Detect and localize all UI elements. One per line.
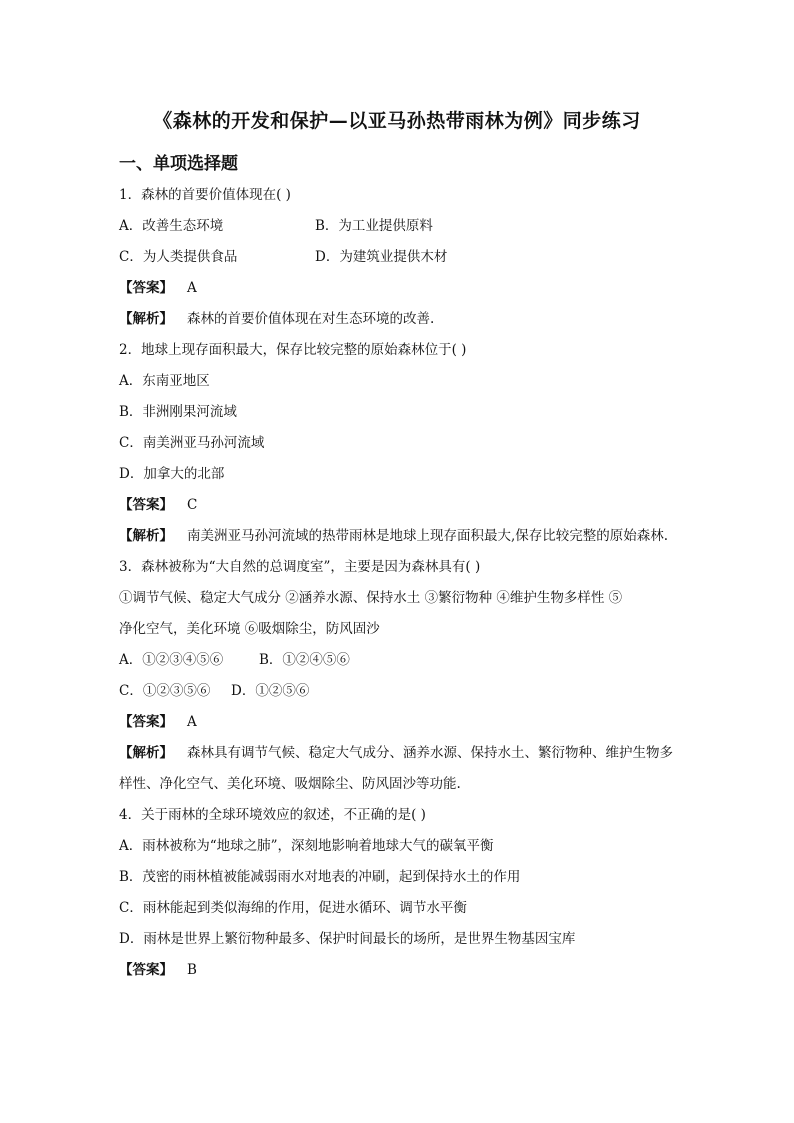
question-4-option-b: B．茂密的雨林植被能减弱雨水对地表的冲刷，起到保持水土的作用 xyxy=(119,869,521,885)
question-1-answer-value: A xyxy=(187,280,197,296)
analysis-label: 【解析】 xyxy=(119,311,173,327)
question-1-answer xyxy=(119,273,679,304)
document-title: 《森林的开发和保护—以亚马孙热带雨林为例》同步练习 xyxy=(153,110,641,132)
question-1-option-a: A．改善生态环境 xyxy=(119,218,224,234)
question-1-option-c: C．为人类提供食品 xyxy=(119,249,238,265)
analysis-label: 【解析】 xyxy=(119,528,173,544)
question-4-answer-value: B xyxy=(187,962,197,978)
question-1-analysis xyxy=(119,304,679,335)
question-1-options-row-2 xyxy=(119,242,679,273)
question-2-option-b: B．非洲刚果河流域 xyxy=(119,404,237,420)
question-3-option-d: D．①②⑤⑥ xyxy=(231,683,310,699)
question-2-option-c: C．南美洲亚马孙河流域 xyxy=(119,435,265,451)
question-1-option-b: B．为工业提供原料 xyxy=(315,218,433,234)
question-4-stem: 4．关于雨林的全球环境效应的叙述，不正确的是( ) xyxy=(119,807,426,823)
question-4-answer xyxy=(119,955,679,986)
question-4-option-d: D．雨林是世界上繁衍物种最多、保护时间最长的场所，是世界生物基因宝库 xyxy=(119,931,576,947)
question-3-answer xyxy=(119,707,679,738)
question-3-analysis xyxy=(119,738,679,800)
question-2-option-a: A．东南亚地区 xyxy=(119,373,210,389)
question-3-option-a: A．①②③④⑤⑥ xyxy=(119,652,224,668)
question-3-option-c: C．①②③⑤⑥ xyxy=(119,683,211,699)
question-3-options-row-2 xyxy=(119,676,679,707)
question-2-analysis xyxy=(119,521,679,552)
question-1-analysis-text: 森林的首要价值体现在对生态环境的改善. xyxy=(187,311,435,327)
question-1-stem: 1．森林的首要价值体现在( ) xyxy=(119,187,291,203)
question-3-options-row-1 xyxy=(119,645,679,676)
question-2-answer-value: C xyxy=(187,497,198,513)
section-heading: 一、单项选择题 xyxy=(119,154,238,174)
question-3-option-b: B．①②④⑤⑥ xyxy=(259,652,350,668)
question-1-option-d: D．为建筑业提供木材 xyxy=(315,249,448,265)
question-list xyxy=(119,180,679,986)
question-3-analysis-text: 森林具有调节气候、稳定大气成分、涵养水源、保持水土、繁衍物种、维护生物多样性、净化空气、美化环境、吸烟除尘、防风固沙等功能. xyxy=(119,745,673,792)
question-3-items-line-1: ①调节气候、稳定大气成分 ②涵养水源、保持水土 ③繁衍物种 ④维护生物多样性 ⑤ xyxy=(119,590,623,606)
question-3-stem: 3．森林被称为“大自然的总调度室”，主要是因为森林具有( ) xyxy=(119,559,481,575)
question-2-option-d: D．加拿大的北部 xyxy=(119,466,225,482)
question-4-option-a: A．雨林被称为“地球之肺”，深刻地影响着地球大气的碳氧平衡 xyxy=(119,838,494,854)
answer-label: 【答案】 xyxy=(119,962,173,978)
analysis-label: 【解析】 xyxy=(119,745,173,761)
question-2-analysis-text: 南美洲亚马孙河流域的热带雨林是地球上现存面积最大,保存比较完整的原始森林. xyxy=(187,528,669,544)
answer-label: 【答案】 xyxy=(119,714,173,730)
question-4-option-c: C．雨林能起到类似海绵的作用，促进水循环、调节水平衡 xyxy=(119,900,467,916)
question-3-items-line-2: 净化空气，美化环境 ⑥吸烟除尘，防风固沙 xyxy=(119,621,380,637)
question-1-options-row-1 xyxy=(119,211,679,242)
question-2-answer xyxy=(119,490,679,521)
question-3-answer-value: A xyxy=(187,714,197,730)
answer-label: 【答案】 xyxy=(119,280,173,296)
answer-label: 【答案】 xyxy=(119,497,173,513)
question-2-stem: 2．地球上现存面积最大，保存比较完整的原始森林位于( ) xyxy=(119,342,467,358)
